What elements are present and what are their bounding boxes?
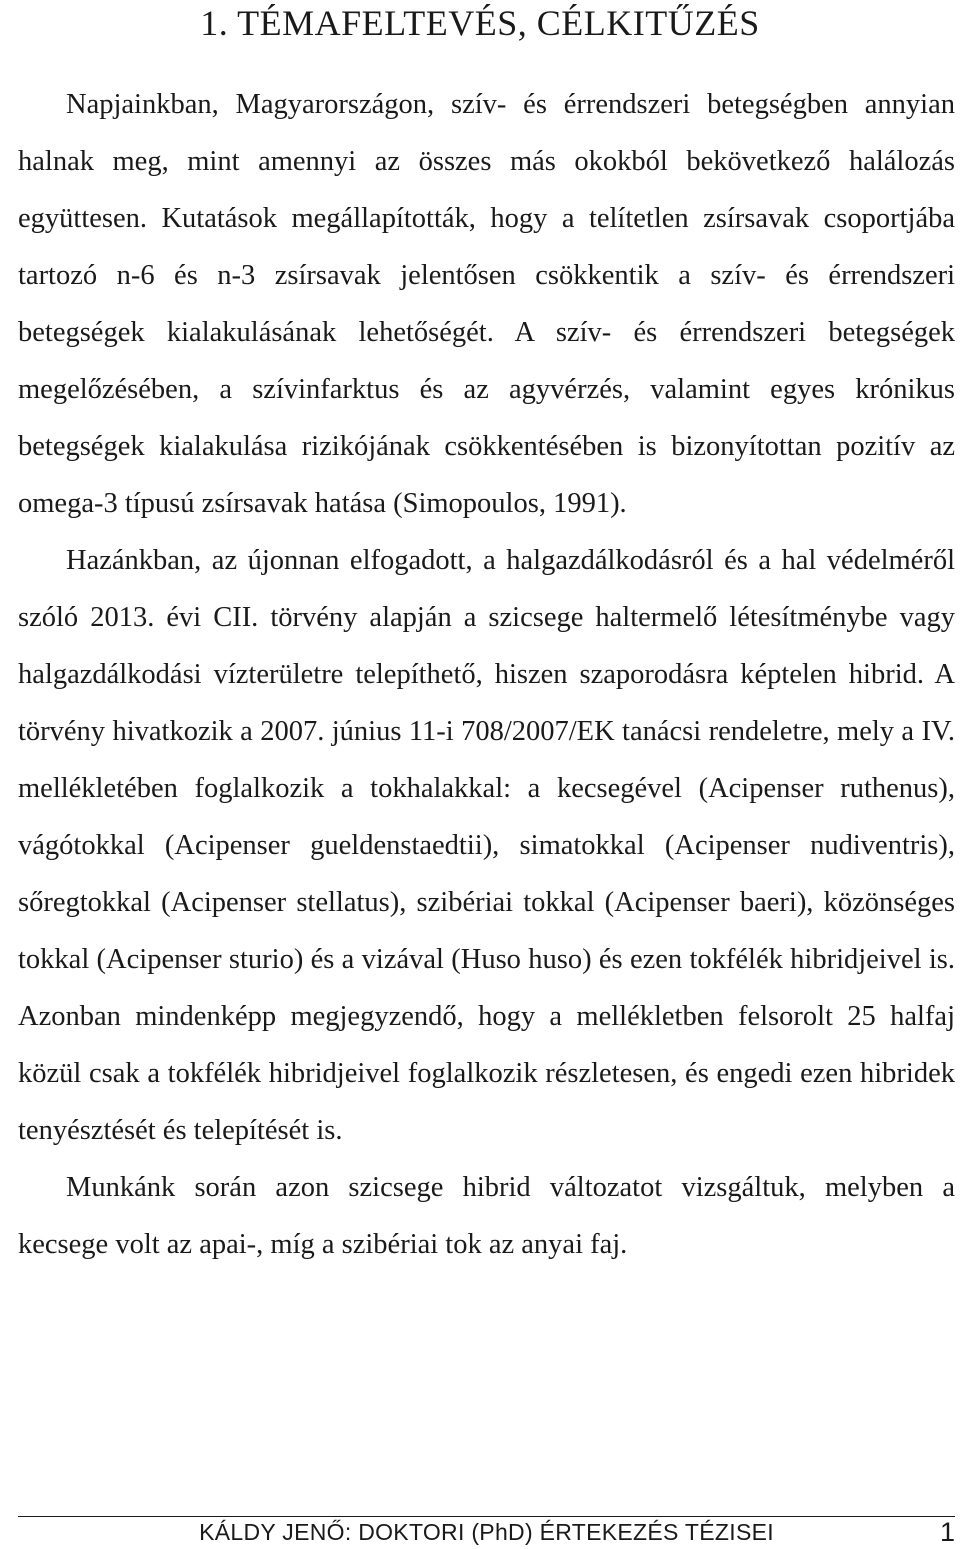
chapter-heading: 1. TÉMAFELTEVÉS, CÉLKITŰZÉS	[200, 3, 760, 43]
page-number: 1	[939, 1517, 955, 1547]
paragraph-research-aim: Munkánk során azon szicsege hibrid változatot vizsgáltuk, melyben a kecsege volt az apai-, míg a szibériai tok az anyai faj.	[18, 1172, 955, 1260]
paragraph-intro: Napjainkban, Magyarországon, szív- és érrendszeri betegségben annyian halnak meg, mint amennyi az összes más okokból bekövetkező halálozás együttesen. Kutatások megállapították, hogy a telítetlen zsírsavak csoportjába tartozó n-6 és n-3 zsírsavak jelentősen csökkentik a szív- és érrendszeri betegségek kialakulásának lehetőségét. A szív- és érrendszeri betegségek megelőzésében, a szívinfarktus és az agyvérzés, valamint egyes krónikus betegségek kialakulása rizikójának csökkentésében is bizonyítottan pozitív az omega-3 típusú zsírsavak hatása (Simopoulos, 1991).	[18, 89, 955, 519]
page-footer	[18, 1518, 955, 1549]
footer-title: KÁLDY JENŐ: DOKTORI (PhD) ÉRTEKEZÉS TÉZISEI	[199, 1519, 774, 1545]
paragraph-legislation: Hazánkban, az újonnan elfogadott, a halgazdálkodásról és a hal védelméről szóló 2013. évi CII. törvény alapján a szicsege haltermelő létesítménybe vagy halgazdálkodási vízterületre telepíthető, hiszen szaporodásra képtelen hibrid. A törvény hivatkozik a 2007. június 11-i 708/2007/EK tanácsi rendeletre, mely a IV. mellékletében foglalkozik a tokhalakkal: a kecsegével (Acipenser ruthenus), vágótokkal (Acipenser gueldenstaedtii), simatokkal (Acipenser nudiventris), sőregtokkal (Acipenser stellatus), szibériai tokkal (Acipenser baeri), közönséges tokkal (Acipenser sturio) és a vizával (Huso huso) és ezen tokfélék hibridjeivel is. Azonban mindenképp megjegyzendő, hogy a mellékletben felsorolt 25 halfaj közül csak a tokfélék hibridjeivel foglalkozik részletesen, és engedi ezen hibridek tenyésztését és telepítését is.	[18, 545, 955, 1146]
document-body	[18, 76, 955, 1273]
footer-divider	[18, 1516, 955, 1517]
